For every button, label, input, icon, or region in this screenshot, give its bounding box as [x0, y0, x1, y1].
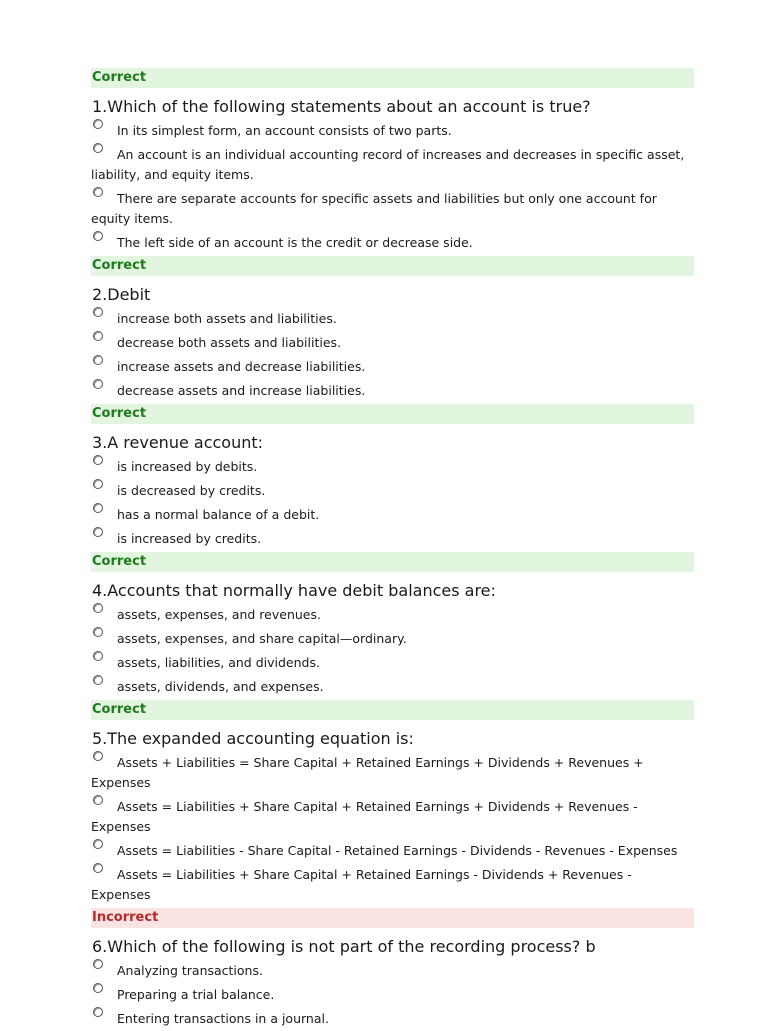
answer-label: Analyzing transactions. [117, 963, 263, 978]
answer-label: increase assets and decrease liabilities. [117, 359, 366, 374]
radio-button[interactable] [93, 1007, 103, 1017]
answer-label: Assets = Liabilities + Share Capital + Retained Earnings - Dividends + Revenues - Expenses [91, 867, 632, 902]
answer-label: assets, liabilities, and dividends. [117, 655, 320, 670]
status-banner-correct: Correct [91, 256, 694, 276]
radio-button[interactable] [93, 187, 103, 197]
question-2 [91, 256, 694, 403]
answer-option [91, 863, 694, 907]
radio-button[interactable] [93, 675, 103, 685]
answer-option [91, 527, 694, 551]
radio-button[interactable] [93, 119, 103, 129]
answer-option [91, 331, 694, 355]
answer-option [91, 751, 694, 795]
answer-label: assets, expenses, and share capital—ordinary. [117, 631, 407, 646]
answer-option [91, 479, 694, 503]
radio-button[interactable] [93, 479, 103, 489]
answer-option [91, 627, 694, 651]
answer-label: Assets + Liabilities = Share Capital + Retained Earnings + Dividends + Revenues + Expenses [91, 755, 644, 790]
answer-options [91, 307, 694, 403]
answer-options [91, 751, 694, 907]
answer-label: assets, expenses, and revenues. [117, 607, 321, 622]
radio-button[interactable] [93, 751, 103, 761]
answer-option [91, 187, 694, 231]
radio-button[interactable] [93, 795, 103, 805]
status-banner-incorrect: Incorrect [91, 908, 694, 928]
answer-option [91, 959, 694, 983]
radio-button[interactable] [93, 455, 103, 465]
answer-option [91, 231, 694, 255]
answer-option [91, 379, 694, 403]
answer-option [91, 119, 694, 143]
radio-button[interactable] [93, 231, 103, 241]
answer-option [91, 603, 694, 627]
answer-options [91, 119, 694, 255]
answer-option [91, 983, 694, 1007]
question-3 [91, 404, 694, 551]
status-banner-correct: Correct [91, 552, 694, 572]
answer-options [91, 603, 694, 699]
radio-button[interactable] [93, 503, 103, 513]
answer-label: is increased by debits. [117, 459, 258, 474]
question-text: 3.A revenue account: [92, 433, 264, 452]
answer-options [91, 959, 694, 1031]
answer-option [91, 455, 694, 479]
answer-label: Assets = Liabilities - Share Capital - Retained Earnings - Dividends - Revenues - Expenses [117, 843, 678, 858]
radio-button[interactable] [93, 983, 103, 993]
answer-label: is decreased by credits. [117, 483, 266, 498]
answer-option [91, 795, 694, 839]
answer-option [91, 503, 694, 527]
answer-option [91, 355, 694, 379]
answer-label: has a normal balance of a debit. [117, 507, 320, 522]
radio-button[interactable] [93, 839, 103, 849]
answer-option [91, 307, 694, 331]
radio-button[interactable] [93, 959, 103, 969]
question-4 [91, 552, 694, 699]
status-banner-correct: Correct [91, 700, 694, 720]
radio-button[interactable] [93, 627, 103, 637]
answer-label: Entering transactions in a journal. [117, 1011, 329, 1026]
question-text: 6.Which of the following is not part of the recording process? b [92, 937, 596, 956]
question-text: 5.The expanded accounting equation is: [92, 729, 414, 748]
status-banner-correct: Correct [91, 404, 694, 424]
radio-button[interactable] [93, 651, 103, 661]
answer-option [91, 675, 694, 699]
answer-label: In its simplest form, an account consists of two parts. [117, 123, 452, 138]
answer-options [91, 455, 694, 551]
answer-label: decrease assets and increase liabilities. [117, 383, 366, 398]
answer-label: assets, dividends, and expenses. [117, 679, 324, 694]
radio-button[interactable] [93, 379, 103, 389]
radio-button[interactable] [93, 355, 103, 365]
question-1 [91, 68, 694, 255]
answer-label: increase both assets and liabilities. [117, 311, 337, 326]
answer-option [91, 651, 694, 675]
radio-button[interactable] [93, 863, 103, 873]
answer-option [91, 143, 694, 187]
question-6 [91, 908, 694, 1031]
answer-label: is increased by credits. [117, 531, 262, 546]
question-text: 2.Debit [92, 285, 151, 304]
answer-label: Assets = Liabilities + Share Capital + Retained Earnings + Dividends + Revenues - Expenses [91, 799, 638, 834]
radio-button[interactable] [93, 143, 103, 153]
status-banner-correct: Correct [91, 68, 694, 88]
radio-button[interactable] [93, 331, 103, 341]
radio-button[interactable] [93, 527, 103, 537]
radio-button[interactable] [93, 603, 103, 613]
answer-label: The left side of an account is the credit or decrease side. [117, 235, 473, 250]
question-text: 1.Which of the following statements about an account is true? [92, 97, 591, 116]
question-text: 4.Accounts that normally have debit balances are: [92, 581, 496, 600]
answer-option [91, 1007, 694, 1031]
answer-label: An account is an individual accounting record of increases and decreases in specific asset, liability, and equity items. [91, 147, 685, 182]
answer-label: There are separate accounts for specific assets and liabilities but only one account for equity items. [91, 191, 657, 226]
question-5 [91, 700, 694, 907]
quiz-container [91, 68, 694, 1031]
answer-option [91, 839, 694, 863]
answer-label: decrease both assets and liabilities. [117, 335, 342, 350]
answer-label: Preparing a trial balance. [117, 987, 275, 1002]
radio-button[interactable] [93, 307, 103, 317]
